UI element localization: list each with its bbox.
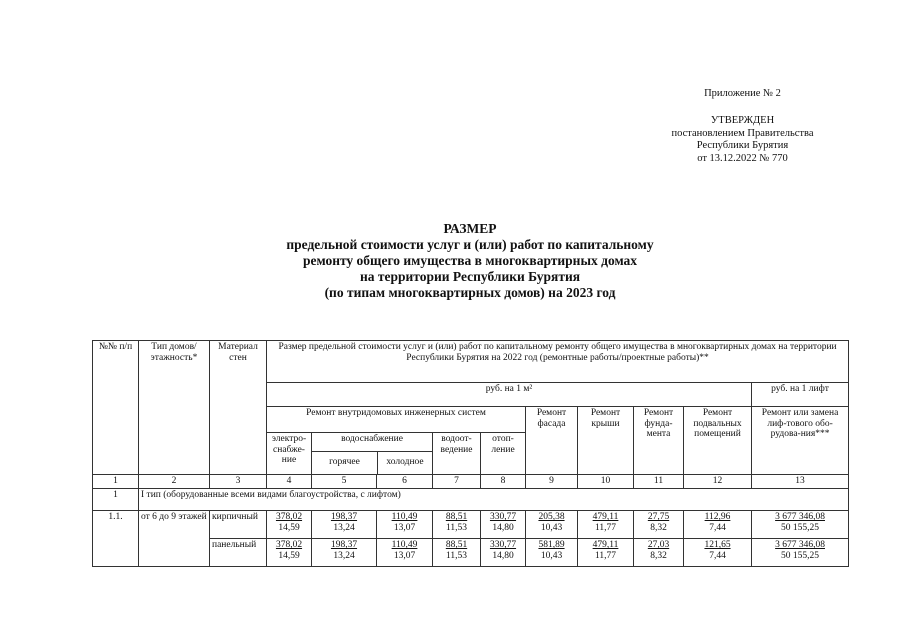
approval-line: УТВЕРЖДЕН	[710, 115, 775, 126]
header-heating: отоп-ление	[481, 433, 526, 475]
header-num: №№ п/п	[93, 341, 139, 475]
header-internal-systems: Ремонт внутридомовых инженерных систем	[267, 407, 526, 433]
value-roof	[578, 511, 634, 539]
value-design: 7,44	[709, 550, 726, 561]
value-facade	[526, 511, 578, 539]
value-lift	[752, 511, 849, 539]
col-number: 11	[634, 475, 684, 489]
col-number: 5	[312, 475, 377, 489]
value-design: 14,80	[492, 550, 514, 561]
col-number: 8	[481, 475, 526, 489]
approval-line: Республики Бурятия	[696, 140, 789, 151]
header-water	[312, 433, 433, 475]
value-heating	[481, 511, 526, 539]
row-building-type: от 6 до 9 этажей	[139, 511, 210, 567]
value-electric	[267, 511, 312, 539]
value-repair: 88,51	[445, 540, 468, 550]
value-design: 11,77	[594, 550, 617, 561]
value-foundation	[634, 511, 684, 539]
row-number: 1.1.	[93, 511, 139, 567]
title-line: ремонту общего имущества в многоквартирных домах	[302, 253, 638, 268]
value-design: 10,43	[540, 522, 563, 533]
value-repair: 3 677 346,08	[775, 512, 825, 522]
approval-block	[640, 115, 845, 165]
value-repair: 121,65	[704, 540, 731, 550]
section-title: I тип (оборудованные всеми видами благоустройства, с лифтом)	[139, 489, 849, 511]
header-facade: Ремонт фасада	[526, 407, 578, 475]
section-number: 1	[93, 489, 139, 511]
appendix-label: Приложение № 2	[704, 88, 781, 99]
value-design: 13,07	[393, 550, 416, 561]
value-design: 8,32	[650, 550, 667, 561]
value-repair: 205,38	[538, 512, 565, 522]
value-cold-water	[377, 511, 433, 539]
row-material: кирпичный	[210, 511, 267, 539]
value-heating	[481, 539, 526, 567]
value-hot-water	[312, 511, 377, 539]
title-line: (по типам многоквартирных домов) на 2023 год	[324, 285, 616, 300]
value-repair: 479,11	[592, 512, 619, 522]
approval-line: постановлением Правительства	[671, 127, 814, 139]
value-foundation	[634, 539, 684, 567]
value-cold-water	[377, 539, 433, 567]
column-numbers-row	[93, 475, 849, 489]
value-lift	[752, 539, 849, 567]
title-line: на территории Республики Бурятия	[359, 269, 581, 284]
value-repair: 581,89	[538, 540, 565, 550]
value-design: 7,44	[709, 522, 726, 533]
value-design: 8,32	[650, 522, 667, 533]
value-basement	[684, 539, 752, 567]
title-line: предельной стоимости услуг и (или) работ по капитальному	[286, 237, 654, 252]
value-hot-water	[312, 539, 377, 567]
value-repair: 330,77	[489, 540, 517, 550]
value-repair: 88,51	[445, 512, 468, 522]
value-repair: 198,37	[330, 512, 358, 522]
col-number: 3	[210, 475, 267, 489]
cost-table	[92, 340, 849, 567]
header-main: Размер предельной стоимости услуг и (или) работ по капитальному ремонту общего имущества в многоквартирных домах на территории Республики Бурятия на 2022 год (ремонтные работы/проектные работы)**	[267, 341, 849, 383]
value-design: 14,80	[492, 522, 514, 533]
value-design: 11,53	[445, 550, 468, 561]
header-type: Тип домов/ этажность*	[139, 341, 210, 475]
value-repair: 112,96	[704, 512, 731, 522]
value-repair: 3 677 346,08	[775, 540, 825, 550]
value-electric	[267, 539, 312, 567]
header-material: Материал стен	[210, 341, 267, 475]
value-repair: 198,37	[330, 540, 358, 550]
header-water-hot: горячее	[312, 452, 378, 474]
header-electric: электро-снабже-ние	[267, 433, 312, 475]
value-repair: 378,02	[275, 540, 303, 550]
value-design: 50 155,25	[781, 550, 820, 561]
col-number: 1	[93, 475, 139, 489]
header-unit-m2: руб. на 1 м²	[267, 383, 752, 407]
col-number: 2	[139, 475, 210, 489]
document-title	[200, 221, 740, 301]
col-number: 9	[526, 475, 578, 489]
approval-line: от 13.12.2022 № 770	[697, 152, 788, 164]
table-row	[93, 511, 849, 539]
value-basement	[684, 511, 752, 539]
value-drain	[433, 539, 481, 567]
value-repair: 479,11	[592, 540, 619, 550]
value-repair: 330,77	[489, 512, 517, 522]
value-design: 13,24	[333, 522, 355, 533]
col-number: 13	[752, 475, 849, 489]
header-basement: Ремонт подвальных помещений	[684, 407, 752, 475]
header-roof: Ремонт крыши	[578, 407, 634, 475]
value-design: 11,53	[445, 522, 468, 533]
header-drain: водоот-ведение	[433, 433, 481, 475]
row-material: панельный	[210, 539, 267, 567]
value-roof	[578, 539, 634, 567]
value-design: 13,07	[393, 522, 416, 533]
section-row	[93, 489, 849, 511]
col-number: 6	[377, 475, 433, 489]
header-lift: Ремонт или замена лиф-тового обо-рудова-ния***	[752, 407, 849, 475]
value-design: 50 155,25	[781, 522, 820, 533]
value-drain	[433, 511, 481, 539]
value-repair: 27,75	[647, 512, 670, 522]
col-number: 7	[433, 475, 481, 489]
header-foundation: Ремонт фунда-мента	[634, 407, 684, 475]
value-design: 10,43	[540, 550, 563, 561]
value-design: 13,24	[333, 550, 355, 561]
col-number: 12	[684, 475, 752, 489]
value-facade	[526, 539, 578, 567]
value-design: 11,77	[594, 522, 617, 533]
value-design: 14,59	[278, 550, 300, 561]
value-repair: 110,49	[391, 512, 418, 522]
header-water-cold: холодное	[386, 457, 424, 467]
col-number: 4	[267, 475, 312, 489]
value-repair: 27,03	[647, 540, 670, 550]
value-repair: 110,49	[391, 540, 418, 550]
header-unit-lift: руб. на 1 лифт	[752, 383, 849, 407]
header-water-label: водоснабжение	[312, 433, 432, 452]
value-design: 14,59	[278, 522, 300, 533]
col-number: 10	[578, 475, 634, 489]
value-repair: 378,02	[275, 512, 303, 522]
title-line: РАЗМЕР	[443, 221, 497, 236]
